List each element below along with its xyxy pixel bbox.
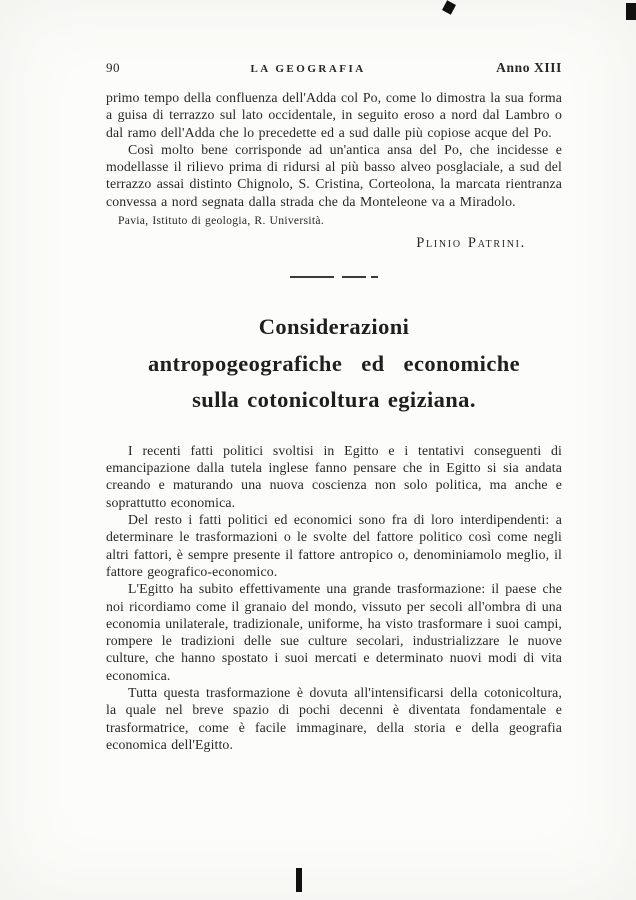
issue-label: Anno XIII [496, 60, 562, 75]
paragraph: Del resto i fatti politici ed economici sono fra di loro interdipendenti: a determinare le trasformazioni o le svolte del fattore politico così come negli altri fattori, è sempre presente il fattore antropico o, denominiamolo meglio, il fattore geografico-economico. [106, 512, 562, 579]
scan-artifact-top-center [442, 0, 456, 14]
journal-title: LA GEOGRAFIA [250, 63, 366, 75]
scan-artifact-top-right [626, 3, 636, 20]
article-title [106, 309, 562, 419]
paragraph: I recenti fatti politici svoltisi in Egitto e i tentativi conseguenti di emancipazione dalla tutela inglese fanno pensare che in Egitto si sia andata creando e maturando una nuova coscienza non solo politica, ma anche e soprattutto economica. [106, 442, 562, 510]
article-title-line-2: antropogeografiche ed economiche [147, 350, 521, 376]
section-divider [290, 276, 378, 278]
paragraph: Tutta questa trasformazione è dovuta all'intensificarsi della cotonicoltura, la quale nel breve spazio di pochi decenni è diventata fondamentale e trasformatrice, come è facile immaginare, della storia e della geografia economica dell'Egitto. [106, 685, 562, 752]
paragraph: L'Egitto ha subito effettivamente una grande trasformazione: il paese che noi ricordiamo come il granaio del mondo, vissuto per secoli all'ombra di una economia unilaterale, tradizionale, uniforme, ha visto trasformare i suoi campi, rompere le tradizioni delle sue culture secolari, industrializzare le nuove culture, che hanno spostato i suoi mercati e determinato nuovi modi di vita economica. [106, 581, 562, 683]
page-content [106, 60, 562, 753]
paragraph: Così molto bene corrisponde ad un'antica ansa del Po, che incidesse e modellasse il rilievo prima di ridursi al più basso alveo posglaciale, a sud del terrazzo assai distinto Chignolo, S. Cristina, Corteolona, la marcata rientranza convessa a nord segnata dalla strada che da Monteleone va a Miradolo. [106, 141, 562, 209]
page-number: 90 [106, 60, 120, 75]
author-signature: Plinio Patrini. [416, 235, 526, 252]
running-header [106, 60, 562, 76]
paragraph-continuation: primo tempo della confluenza dell'Adda col Po, come lo dimostra la sua forma a guisa di terrazzo sul lato occidentale, in seguito eroso a nord dal Lambro o dal ramo dell'Adda che lo precedette ed a sud dalle più copiose acque del Po. [106, 90, 562, 140]
article-title-line-3: sulla cotonicoltura egiziana. [192, 387, 476, 413]
scan-artifact-bottom-center [296, 868, 302, 892]
article-title-line-1: Considerazioni [258, 314, 410, 340]
affiliation-note: Pavia, Istituto di geologia, R. Università. [118, 214, 325, 228]
